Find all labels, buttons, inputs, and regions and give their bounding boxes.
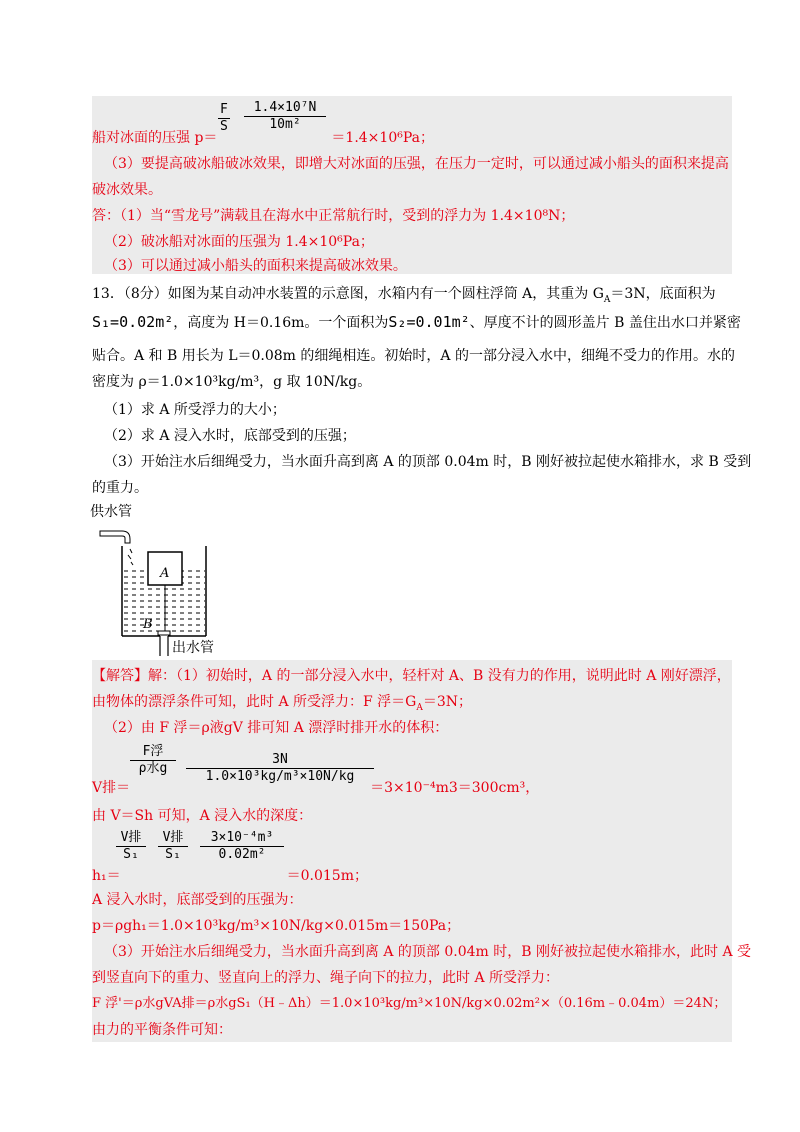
sol-line7: （3）开始注水后细绳受力，当水面升高到离 A 的顶部 0.04m 时，B 刚好被拉起使水箱排水，此时 A 受 (104, 944, 752, 960)
q13-part3-cont: 的重力。 (92, 480, 148, 496)
sol-line5: A 浸入水时，底部受到的压强为： (92, 892, 303, 908)
fraction-volume-calc: $\frac{3N}{\text{1.0×10³kg/m³×10N/kg}}$ (186, 752, 374, 785)
q13-part3: （3）开始注水后细绳受力，当水面升高到离 A 的顶部 0.04m 时，B 刚好被拉起使水箱排水，求 B 受到 (104, 454, 752, 470)
pressure-line: 船对冰面的压强 p＝ ＝1.4×10⁶Pa； (92, 130, 434, 146)
fraction-f-over-rho-g: F浮 ρ水g (130, 744, 176, 777)
s2-formula: S₂=0.01m² (388, 313, 470, 331)
sec1-line2: （3）要提高破冰船破冰效果，即增大对冰面的压强，在压力一定时，可以通过减小船头的面积来提高 (104, 156, 729, 172)
depth-line: h₁＝ ＝0.015m； (92, 868, 368, 884)
inlet-label: 供水管 (90, 504, 132, 520)
sec1-line3: 破冰效果。 (92, 182, 162, 198)
q13-part2: （2）求 A 浸入水时，底部受到的压强； (104, 428, 356, 444)
water-drops (128, 549, 133, 565)
sol-line2: 由物体的漂浮条件可知，此时 A 所受浮力：F 浮$=G_A=3N$； (92, 694, 473, 713)
float-a-label: A (160, 566, 170, 581)
fraction-v-over-s-2: V排 S₁ (158, 830, 188, 863)
fraction-pressure: $\frac{\text{1.4×10⁷N}}{\text{10m²}}$ (244, 100, 326, 133)
q13-line4: 密度为 ρ＝1.0×10³kg/m³，g 取 10N/kg。 (92, 374, 372, 390)
volume-line: V排＝ ＝3×10⁻⁴m3＝300cm³， (92, 780, 540, 796)
sec1-answer3: （3）可以通过减小船头的面积来提高破冰效果。 (104, 258, 407, 274)
q13-line2: S₁=0.02m²，高度为 H＝0.16m。一个面积为S₂=0.01m²、厚度不计的圆形盖片 B 盖住出水口并紧密 (92, 313, 741, 331)
flush-device-diagram (92, 502, 252, 657)
s1-formula: S₁=0.02m² (92, 313, 174, 331)
q13-line1: 13．（8分）如图为某自动冲水装置的示意图，水箱内有一个圆柱浮筒 A，其重为 $G_A=3N$，底面积为 (92, 286, 716, 305)
sec1-answer2: （2）破冰船对冰面的压强为 1.4×10⁶Pa； (104, 234, 374, 250)
fraction-depth-calc: $\frac{\text{3×10⁻⁴m³}}{\text{0.02m²}}$ (200, 830, 284, 863)
q13-part1: （1）求 A 所受浮力的大小； (104, 402, 286, 418)
sol-line9: F 浮'＝ρ水gVA排＝ρ水gS₁（H﹣Δh）＝1.0×10³kg/m³×10N/kg×0.02m²×（0.16m﹣0.04m）＝24N； (92, 996, 727, 1011)
fraction-f-over-s: $\frac{F}{S}$ (220, 102, 228, 134)
fraction-v-over-s-1: V排 S₁ (116, 830, 146, 863)
q13-line3: 贴合。A 和 B 用长为 L＝0.08m 的细绳相连。初始时，A 的一部分浸入水中，细绳不受力的作用。水的 (92, 348, 735, 364)
cover-b-label: B (143, 617, 153, 632)
inlet-pipe (100, 531, 130, 543)
sol-line3: （2）由 F 浮＝ρ液gV 排可知 A 漂浮时排开水的体积： (104, 720, 449, 736)
outlet-label: 出水管 (172, 640, 214, 656)
sol-line8: 到竖直向下的重力、竖直向上的浮力、绳子向下的拉力，此时 A 所受浮力： (92, 970, 560, 986)
sol-line1: 【解答】解：（1）初始时，A 的一部分浸入水中，轻杆对 A、B 没有力的作用，说明此时 A 刚好漂浮， (92, 668, 731, 684)
sol-line10: 由力的平衡条件可知： (92, 1022, 232, 1038)
sol-line6: p＝ρgh₁＝1.0×10³kg/m³×10N/kg×0.015m＝150Pa； (92, 918, 461, 934)
sec1-answer1: 答：（1）当“雪龙号”满载且在海水中正常航行时，受到的浮力为 1.4×10⁸N； (92, 208, 575, 224)
cover-b (158, 631, 170, 635)
sol-line4: 由 V＝Sh 可知，A 浸入水的深度： (92, 808, 313, 824)
